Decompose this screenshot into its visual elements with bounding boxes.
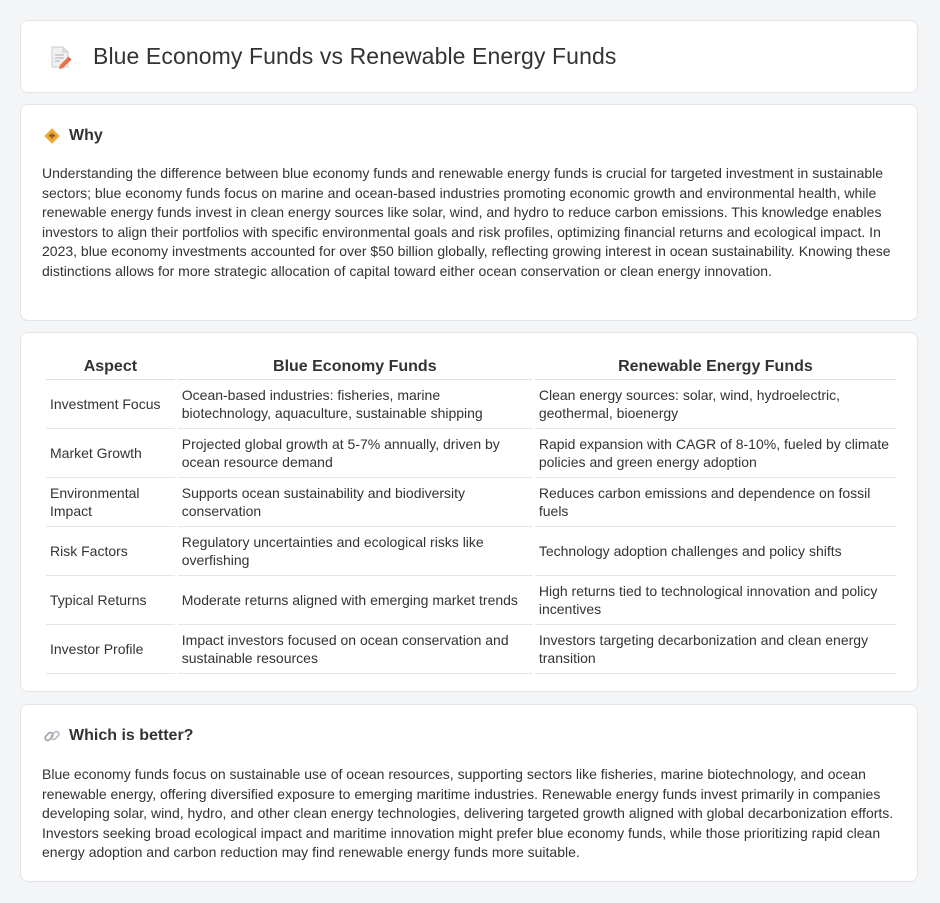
table-row (46, 527, 896, 576)
why-text: Understanding the difference between blue economy funds and renewable energy funds is crucial for targeted investment in sustainable sectors; blue economy funds focus on marine and ocean-based industries promoting economic growth and environmental health, while renewable energy funds invest in clean energy sources like solar, wind, and hydro to reduce carbon emissions. This knowledge enables investors to align their portfolios with specific environmental goals and risk profiles, optimizing financial returns and ecological impact. In 2023, blue economy investments accounted for over $50 billion globally, reflecting growing interest in ocean sustainability. Knowing these distinctions allows for more strategic allocation of capital toward either ocean conservation or clean energy innovation. (42, 165, 891, 279)
table-row (46, 625, 896, 674)
table-row (46, 380, 896, 429)
document-pencil-icon (47, 44, 73, 70)
blue-economy-cell: Moderate returns aligned with emerging market trends (178, 576, 532, 625)
blue-economy-cell: Impact investors focused on ocean conservation and sustainable resources (178, 625, 532, 674)
blue-economy-cell: Supports ocean sustainability and biodiversity conservation (178, 478, 532, 527)
comparison-card (20, 332, 918, 692)
table-row (46, 576, 896, 625)
why-title: Why (69, 127, 103, 144)
aspect-cell: Risk Factors (46, 527, 175, 576)
header-blue-economy: Blue Economy Funds (178, 354, 532, 380)
better-title: Which is better? (69, 727, 194, 744)
renewable-energy-cell: Technology adoption challenges and policy shifts (535, 527, 896, 576)
header-aspect: Aspect (46, 354, 175, 380)
which-is-better-card (20, 704, 918, 882)
page-title: Blue Economy Funds vs Renewable Energy Funds (93, 43, 617, 69)
better-heading (43, 727, 193, 745)
blue-economy-cell: Ocean-based industries: fisheries, marine biotechnology, aquaculture, sustainable shipping (178, 380, 532, 429)
table-row (46, 429, 896, 478)
aspect-cell: Investment Focus (46, 380, 175, 429)
better-text: Blue economy funds focus on sustainable use of ocean resources, supporting sectors like fisheries, marine biotechnology, and ocean renewable energy, offering diversified exposure to emerging maritime industries. Renewable energy funds invest primarily in companies developing solar, wind, hydro, and other clean energy technologies, delivering targeted growth aligned with global decarbonization efforts. Investors seeking broad ecological impact and maritime innovation might prefer blue economy funds, while those prioritizing rapid clean energy adoption and carbon reduction may find renewable energy funds more suitable. (42, 766, 894, 861)
comparison-table (43, 354, 899, 674)
blue-economy-cell: Projected global growth at 5-7% annually, driven by ocean resource demand (178, 429, 532, 478)
renewable-energy-cell: Reduces carbon emissions and dependence on fossil fuels (535, 478, 896, 527)
aspect-cell: Investor Profile (46, 625, 175, 674)
renewable-energy-cell: High returns tied to technological innovation and policy incentives (535, 576, 896, 625)
header-card (20, 20, 918, 93)
why-card (20, 104, 918, 321)
link-icon (43, 727, 61, 745)
table-header-row (46, 354, 896, 380)
why-heading (43, 127, 103, 145)
header-renewable-energy: Renewable Energy Funds (535, 354, 896, 380)
title-row (47, 43, 616, 70)
aspect-cell: Environmental Impact (46, 478, 175, 527)
renewable-energy-cell: Investors targeting decarbonization and clean energy transition (535, 625, 896, 674)
renewable-energy-cell: Clean energy sources: solar, wind, hydroelectric, geothermal, bioenergy (535, 380, 896, 429)
aspect-cell: Typical Returns (46, 576, 175, 625)
diamond-icon (43, 127, 61, 145)
blue-economy-cell: Regulatory uncertainties and ecological risks like overfishing (178, 527, 532, 576)
aspect-cell: Market Growth (46, 429, 175, 478)
renewable-energy-cell: Rapid expansion with CAGR of 8-10%, fueled by climate policies and green energy adoption (535, 429, 896, 478)
table-row (46, 478, 896, 527)
